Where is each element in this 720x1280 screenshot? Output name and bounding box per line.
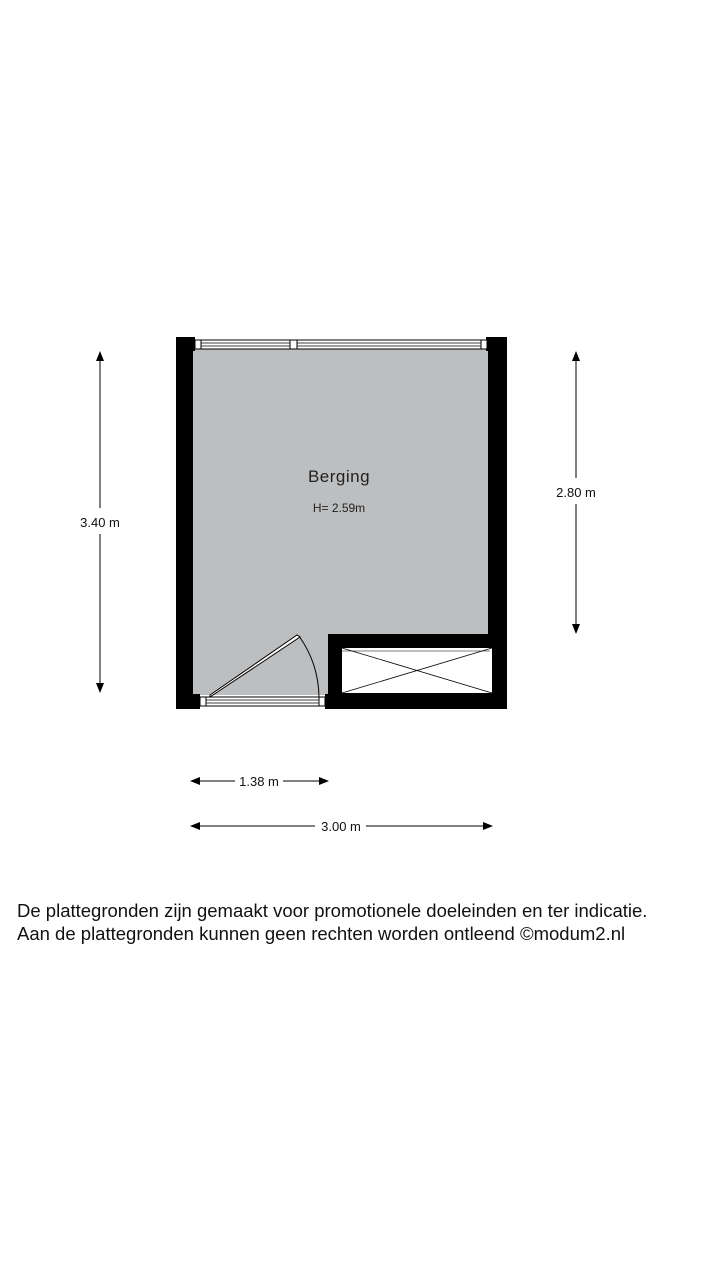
- left-height-dimension: [80, 352, 120, 692]
- room-name: Berging: [307, 467, 371, 486]
- top-right-wall-stub: [486, 337, 507, 351]
- closet-bottom-wall: [328, 693, 492, 709]
- top-window: [195, 340, 487, 349]
- room-height: H= 2.59m: [312, 501, 366, 515]
- disclaimer-line-1: De plattegronden zijn gemaakt voor promotionele doeleinden en ter indicatie.: [17, 900, 648, 921]
- left-height-label: 3.40 m: [80, 515, 120, 530]
- disclaimer: [17, 899, 717, 945]
- total-width-label: 3.00 m: [321, 819, 361, 834]
- right-height-dimension: [556, 352, 596, 633]
- right-height-label: 2.80 m: [556, 485, 596, 500]
- disclaimer-line-2: Aan de plattegronden kunnen geen rechten worden ontleend ©modum2.nl: [17, 923, 626, 944]
- door-frame: [200, 697, 325, 706]
- top-left-wall-stub: [176, 337, 195, 351]
- door-width-label: 1.38 m: [239, 774, 279, 789]
- total-width-dimension: [191, 819, 492, 834]
- left-wall: [176, 337, 193, 709]
- closet-top-wall: [328, 634, 492, 648]
- door-width-dimension: [191, 774, 328, 789]
- bottom-left-wall-stub: [176, 694, 200, 709]
